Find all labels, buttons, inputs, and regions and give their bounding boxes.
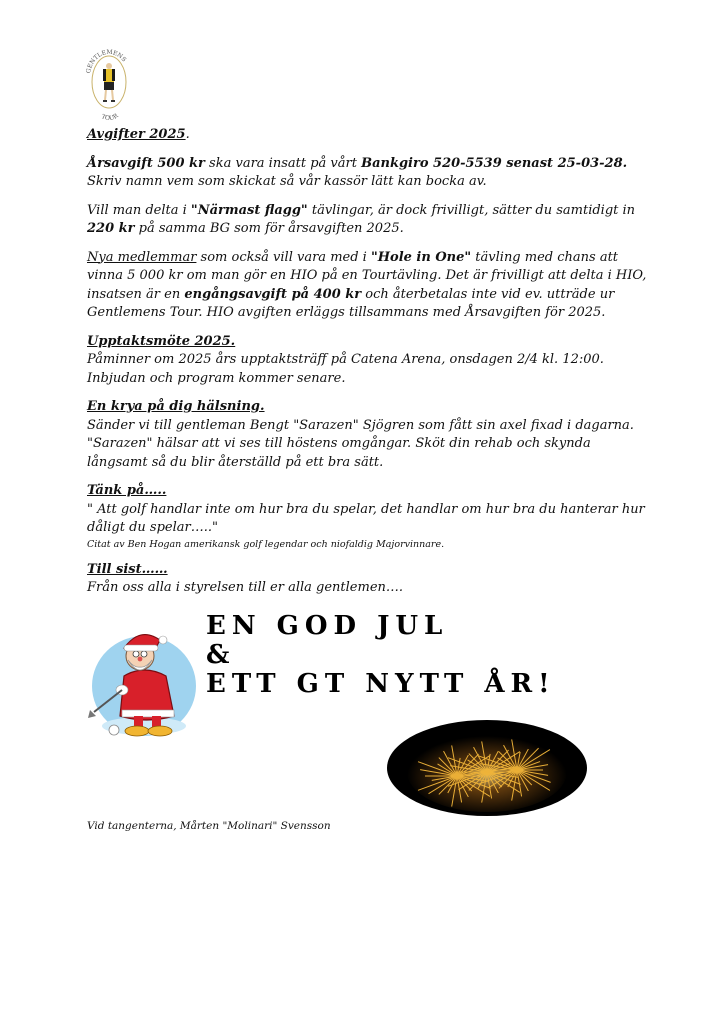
finally-text: Från oss alla i styrelsen till er alla gentlemen…. (87, 580, 404, 595)
signature: Vid tangenterna, Mårten "Molinari" Svensson (87, 820, 331, 832)
closest-flag-paragraph: Vill man delta i "Närmast flagg" tävlingar, är dock frivilligt, sätter du samtidigt in 220 kr på samma BG som för årsavgiften 2025. (87, 202, 636, 236)
think-quote: " Att golf handlar inte om hur bra du spelar, det handlar om hur bra du hanterar hur dåligt du spelar….." (87, 501, 645, 535)
santa-golfer-illustration (84, 624, 196, 742)
greeting-line-1: EN GOD JUL (206, 611, 449, 641)
finally-heading: Till sist…… (87, 561, 168, 577)
fees-heading: Avgifter 2025. (87, 127, 190, 142)
holiday-greeting (206, 612, 556, 699)
svg-text:TOUR: TOUR (100, 112, 120, 123)
greeting-line-2: & (206, 640, 236, 670)
kickoff-heading: Upptaktsmöte 2025. (87, 333, 236, 349)
get-well-heading: En krya på dig hälsning. (87, 399, 265, 414)
letter-body (87, 126, 647, 598)
think-citation: Citat av Ben Hogan amerikansk golf legendar och niofaldig Majorvinnare. (87, 538, 445, 550)
get-well-text: Sänder vi till gentleman Bengt "Sarazen" Sjögren som fått sin axel fixad i dagarna. "Sarazen" hälsar att vi ses till höstens omgångar. Sköt din rehab och skynda långsamt så du blir återställd på ett bra sätt. (87, 417, 634, 470)
fees-paragraph: Årsavgift 500 kr ska vara insatt på vårt Bankgiro 520-5539 senast 25-03-28. Skriv namn vem som skickat så vår kassör lätt kan bocka av. (87, 155, 628, 189)
hole-in-one-paragraph: Nya medlemmar som också vill vara med i "Hole in One" tävling med chans att vinna 5 000 kr om man gör en HIO på en Tourtävling. Det är frivilligt att delta i HIO, insatsen är en engångsavgift på 400 kr och återbetalas inte vid ev. utträde ur Gentlemens Tour. HIO avgiften erläggs tillsammans med Årsavgiften för 2025. (87, 249, 647, 320)
svg-text:GENTLEMENS: GENTLEMENS (85, 48, 128, 74)
think-heading: Tänk på….. (87, 483, 167, 498)
kickoff-text: Påminner om 2025 års upptaktsträff på Catena Arena, onsdagen 2/4 kl. 12:00. Inbjudan och program kommer senare. (87, 352, 604, 386)
fireworks-image (387, 720, 587, 816)
greeting-line-3: ETT GT NYTT ÅR! (206, 669, 556, 699)
gentlemens-tour-logo (84, 44, 134, 128)
